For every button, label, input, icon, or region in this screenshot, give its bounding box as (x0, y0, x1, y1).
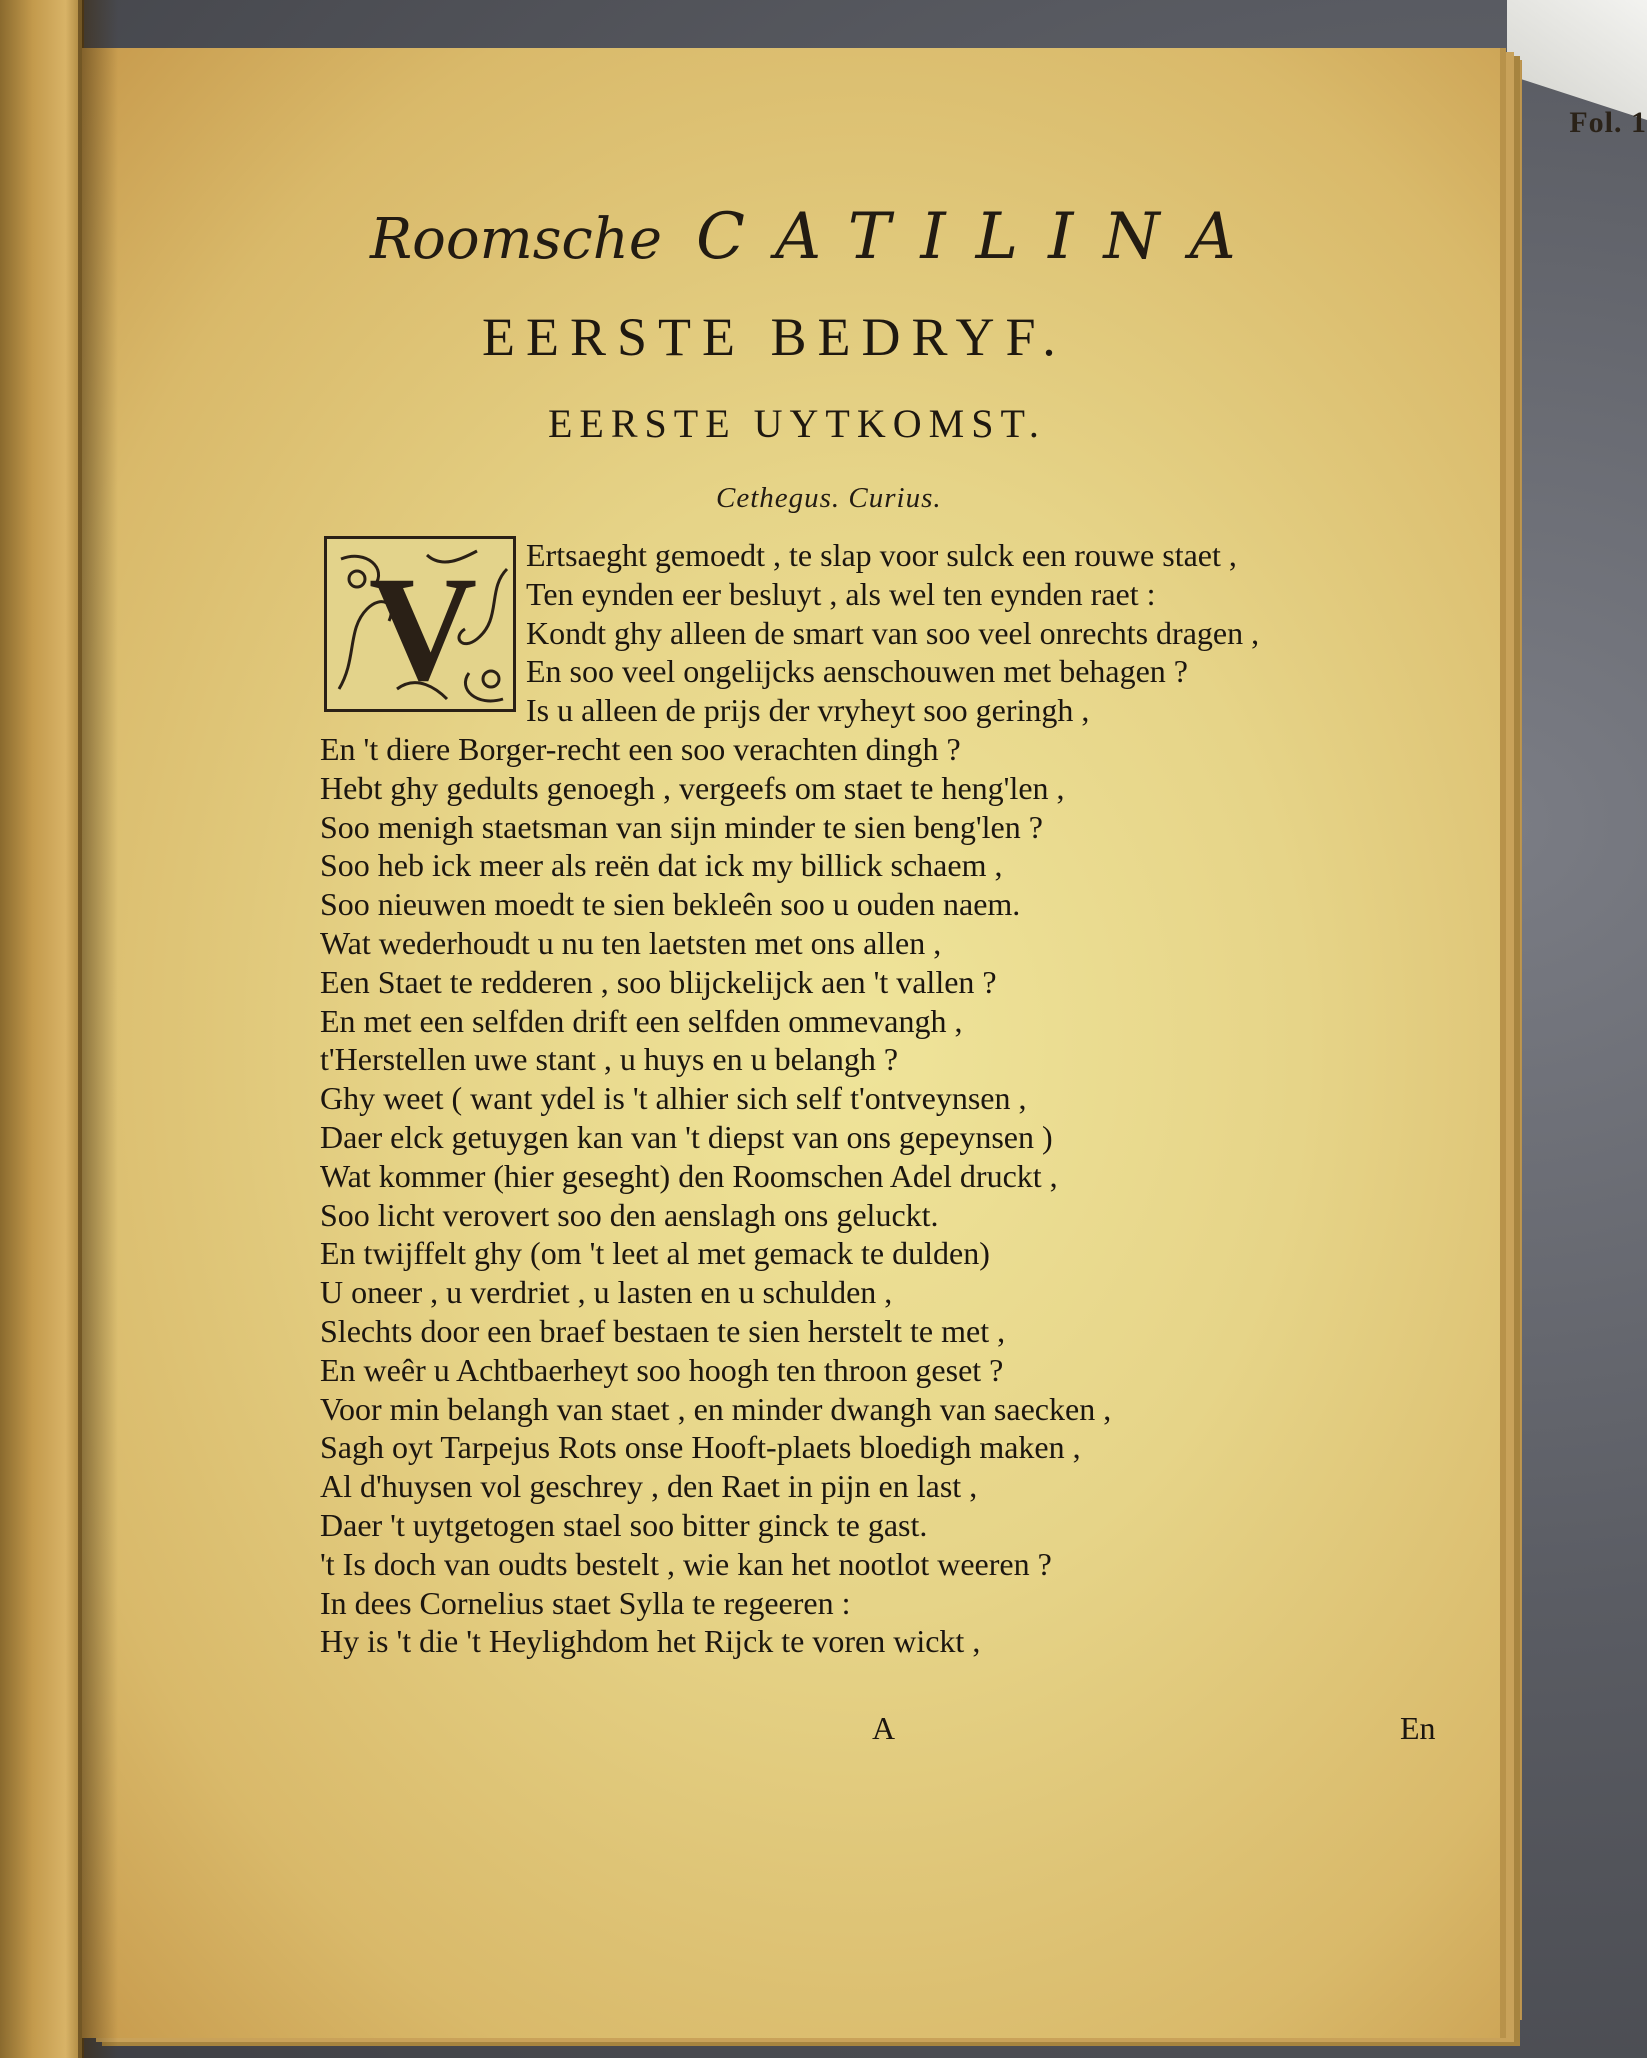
verse-line: Ertsaeght gemoedt , te slap voor sulck een rouwe staet , (526, 537, 1237, 573)
verse-line: Wat wederhoudt u nu ten laetsten met ons allen , (320, 924, 942, 961)
verse-line: Soo nieuwen moedt te sien bekleên soo u ouden naem. (320, 886, 1021, 923)
verse-line: Soo licht verovert soo den aenslagh ons geluckt. (320, 1196, 939, 1233)
verse-line: En 't diere Borger-recht een soo verachten dingh ? (320, 730, 961, 767)
verse-line: Kondt ghy alleen de smart van soo veel onrechts dragen , (526, 614, 1260, 651)
verse-line: Sagh oyt Tarpejus Rots onse Hooft-plaets bloedigh maken , (320, 1429, 1081, 1466)
verse-line: Daer elck getuygen kan van 't diepst van ons gepeynsen ) (320, 1118, 1053, 1155)
verse-line: Voor min belangh van staet , en minder dwangh van saecken , (320, 1390, 1112, 1427)
verse-line: Hy is 't die 't Heylighdom het Rijck te voren wickt , (320, 1623, 981, 1660)
svg-text:V: V (368, 546, 478, 712)
verse-line: En soo veel ongelijcks aenschouwen met behagen ? (526, 653, 1188, 690)
verse-line: t'Herstellen uwe stant , u huys en u belangh ? (320, 1041, 899, 1078)
act-heading: EERSTE BEDRYF. (482, 307, 1067, 367)
verse-line: Ten eynden eer besluyt , als wel ten eynden raet : (526, 575, 1156, 612)
verse-line: Een Staet te redderen , soo blijckelijck aen 't vallen ? (320, 963, 997, 1000)
verse-line: Slechts door een braef bestaen te sien herstelt te met , (320, 1312, 1006, 1349)
catchword: En (1400, 1710, 1436, 1746)
running-title (370, 200, 1350, 274)
verse-line: Soo menigh staetsman van sijn minder te sien beng'len ? (320, 808, 1043, 845)
left-page-edge (0, 0, 84, 2058)
spine-shadow (78, 0, 118, 2058)
verse-line: In dees Cornelius staet Sylla te regeeren : (320, 1584, 851, 1621)
title-script-word: Roomsche (370, 207, 663, 272)
title-caps-word: CATILINA (696, 200, 1266, 274)
speakers-line: Cethegus. Curius. (716, 482, 942, 514)
verse-line: Soo heb ick meer als reën dat ick my billick schaem , (320, 847, 1003, 884)
scene-heading: EERSTE UYTKOMST. (548, 401, 1046, 446)
verse-line: Daer 't uytgetogen stael soo bitter ginck te gast. (320, 1506, 928, 1543)
verse-line: Hebt ghy gedults genoegh , vergeefs om staet te heng'len , (320, 769, 1065, 806)
verse-line: En weêr u Achtbaerheyt soo hoogh ten throon geset ? (320, 1351, 1004, 1388)
verse-line: U oneer , u verdriet , u lasten en u schulden , (320, 1274, 893, 1311)
verse-line: 't Is doch van oudts bestelt , wie kan het nootlot weeren ? (320, 1545, 1052, 1582)
signature-mark: A (872, 1710, 896, 1746)
page-fore-edge (1500, 60, 1522, 2020)
verse-line: En twijffelt ghy (om 't leet al met gemack te dulden) (320, 1235, 990, 1272)
verse-line: En met een selfden drift een selfden ommevangh , (320, 1002, 963, 1039)
folio-number: Fol. 1 (1569, 106, 1647, 139)
verse-line: Al d'huysen vol geschrey , den Raet in pijn en last , (320, 1468, 978, 1505)
verse-line: Is u alleen de prijs der vryheyt soo geringh , (526, 692, 1090, 729)
verse-block (320, 536, 1470, 1661)
verse-line: Wat kommer (hier geseght) den Roomschen Adel druckt , (320, 1157, 1058, 1194)
verse-line: Ghy weet ( want ydel is 't alhier sich self t'ontveynsen , (320, 1080, 1027, 1117)
